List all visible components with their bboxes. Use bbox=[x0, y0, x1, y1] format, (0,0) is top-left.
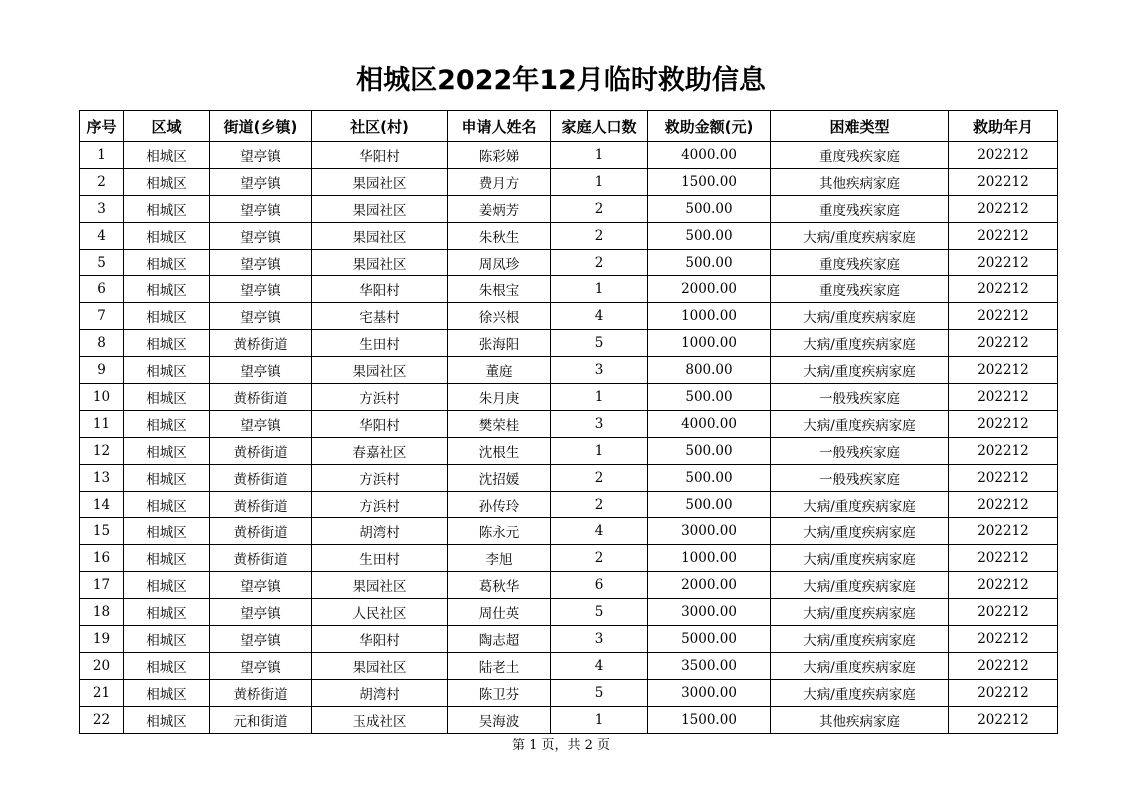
table-row bbox=[80, 599, 1058, 626]
region-cell: 相城区 bbox=[124, 142, 210, 169]
amount-cell: 500.00 bbox=[648, 195, 771, 222]
month-cell: 202212 bbox=[949, 357, 1058, 384]
table-row bbox=[80, 652, 1058, 679]
street-cell: 黄桥街道 bbox=[210, 437, 312, 464]
month-cell: 202212 bbox=[949, 142, 1058, 169]
table-row bbox=[80, 303, 1058, 330]
seq-cell: 11 bbox=[80, 410, 124, 437]
community-cell: 胡湾村 bbox=[312, 679, 448, 706]
difficulty-type-cell: 大病/重度疾病家庭 bbox=[771, 572, 949, 599]
region-header: 区域 bbox=[124, 111, 210, 142]
street-cell: 望亭镇 bbox=[210, 249, 312, 276]
difficulty-type-cell: 大病/重度疾病家庭 bbox=[771, 222, 949, 249]
difficulty-type-cell: 大病/重度疾病家庭 bbox=[771, 599, 949, 626]
community-cell: 华阳村 bbox=[312, 410, 448, 437]
street-cell: 望亭镇 bbox=[210, 410, 312, 437]
region-cell: 相城区 bbox=[124, 652, 210, 679]
community-cell: 人民社区 bbox=[312, 599, 448, 626]
household-size-cell: 2 bbox=[551, 464, 648, 491]
table-row bbox=[80, 491, 1058, 518]
community-cell: 果园社区 bbox=[312, 652, 448, 679]
month-header: 救助年月 bbox=[949, 111, 1058, 142]
region-cell: 相城区 bbox=[124, 437, 210, 464]
month-cell: 202212 bbox=[949, 706, 1058, 733]
community-cell: 宅基村 bbox=[312, 303, 448, 330]
household-size-cell: 1 bbox=[551, 168, 648, 195]
region-cell: 相城区 bbox=[124, 357, 210, 384]
amount-cell: 1000.00 bbox=[648, 545, 771, 572]
street-cell: 黄桥街道 bbox=[210, 330, 312, 357]
difficulty-type-cell: 重度残疾家庭 bbox=[771, 195, 949, 222]
difficulty-type-cell: 其他疾病家庭 bbox=[771, 168, 949, 195]
difficulty-type-cell: 大病/重度疾病家庭 bbox=[771, 330, 949, 357]
seq-cell: 17 bbox=[80, 572, 124, 599]
difficulty-type-cell: 其他疾病家庭 bbox=[771, 706, 949, 733]
difficulty-type-cell: 一般残疾家庭 bbox=[771, 384, 949, 411]
household-size-cell: 2 bbox=[551, 491, 648, 518]
community-cell: 胡湾村 bbox=[312, 518, 448, 545]
household-size-cell: 1 bbox=[551, 276, 648, 303]
region-cell: 相城区 bbox=[124, 276, 210, 303]
community-cell: 果园社区 bbox=[312, 357, 448, 384]
amount-header: 救助金额(元) bbox=[648, 111, 771, 142]
amount-cell: 800.00 bbox=[648, 357, 771, 384]
street-cell: 望亭镇 bbox=[210, 626, 312, 653]
region-cell: 相城区 bbox=[124, 384, 210, 411]
month-cell: 202212 bbox=[949, 491, 1058, 518]
community-cell: 果园社区 bbox=[312, 249, 448, 276]
month-cell: 202212 bbox=[949, 410, 1058, 437]
community-cell: 生田村 bbox=[312, 330, 448, 357]
region-cell: 相城区 bbox=[124, 330, 210, 357]
table-body bbox=[80, 142, 1058, 734]
table-row bbox=[80, 168, 1058, 195]
region-cell: 相城区 bbox=[124, 195, 210, 222]
page-footer: 第 1 页，共 2 页 bbox=[511, 738, 611, 753]
difficulty-type-cell: 重度残疾家庭 bbox=[771, 249, 949, 276]
region-cell: 相城区 bbox=[124, 222, 210, 249]
difficulty-type-cell: 重度残疾家庭 bbox=[771, 276, 949, 303]
community-cell: 果园社区 bbox=[312, 222, 448, 249]
difficulty-type-cell: 大病/重度疾病家庭 bbox=[771, 303, 949, 330]
street-cell: 望亭镇 bbox=[210, 168, 312, 195]
amount-cell: 1000.00 bbox=[648, 330, 771, 357]
applicant-cell: 陈永元 bbox=[448, 518, 551, 545]
difficulty-type-cell: 大病/重度疾病家庭 bbox=[771, 545, 949, 572]
month-cell: 202212 bbox=[949, 168, 1058, 195]
table-row bbox=[80, 545, 1058, 572]
table-row bbox=[80, 518, 1058, 545]
community-cell: 华阳村 bbox=[312, 142, 448, 169]
table-row bbox=[80, 626, 1058, 653]
street-cell: 望亭镇 bbox=[210, 276, 312, 303]
applicant-cell: 张海阳 bbox=[448, 330, 551, 357]
amount-cell: 500.00 bbox=[648, 222, 771, 249]
amount-cell: 500.00 bbox=[648, 437, 771, 464]
seq-cell: 5 bbox=[80, 249, 124, 276]
amount-cell: 1000.00 bbox=[648, 303, 771, 330]
community-cell: 果园社区 bbox=[312, 195, 448, 222]
table-row bbox=[80, 706, 1058, 733]
community-cell: 华阳村 bbox=[312, 626, 448, 653]
difficulty-type-header: 困难类型 bbox=[771, 111, 949, 142]
region-cell: 相城区 bbox=[124, 626, 210, 653]
applicant-cell: 陈彩娣 bbox=[448, 142, 551, 169]
community-cell: 方浜村 bbox=[312, 491, 448, 518]
amount-cell: 500.00 bbox=[648, 384, 771, 411]
region-cell: 相城区 bbox=[124, 410, 210, 437]
applicant-cell: 吴海波 bbox=[448, 706, 551, 733]
region-cell: 相城区 bbox=[124, 168, 210, 195]
seq-cell: 7 bbox=[80, 303, 124, 330]
seq-cell: 18 bbox=[80, 599, 124, 626]
amount-cell: 500.00 bbox=[648, 464, 771, 491]
amount-cell: 3000.00 bbox=[648, 599, 771, 626]
seq-cell: 16 bbox=[80, 545, 124, 572]
month-cell: 202212 bbox=[949, 518, 1058, 545]
seq-cell: 15 bbox=[80, 518, 124, 545]
community-cell: 方浜村 bbox=[312, 384, 448, 411]
month-cell: 202212 bbox=[949, 599, 1058, 626]
household-size-cell: 4 bbox=[551, 518, 648, 545]
seq-cell: 9 bbox=[80, 357, 124, 384]
month-cell: 202212 bbox=[949, 679, 1058, 706]
month-cell: 202212 bbox=[949, 195, 1058, 222]
amount-cell: 2000.00 bbox=[648, 276, 771, 303]
seq-cell: 12 bbox=[80, 437, 124, 464]
household-size-cell: 3 bbox=[551, 626, 648, 653]
month-cell: 202212 bbox=[949, 276, 1058, 303]
amount-cell: 3500.00 bbox=[648, 652, 771, 679]
street-cell: 望亭镇 bbox=[210, 652, 312, 679]
household-size-cell: 6 bbox=[551, 572, 648, 599]
street-header: 街道(乡镇) bbox=[210, 111, 312, 142]
household-size-cell: 2 bbox=[551, 249, 648, 276]
amount-cell: 2000.00 bbox=[648, 572, 771, 599]
month-cell: 202212 bbox=[949, 303, 1058, 330]
difficulty-type-cell: 大病/重度疾病家庭 bbox=[771, 410, 949, 437]
seq-cell: 3 bbox=[80, 195, 124, 222]
header-row bbox=[80, 111, 1058, 142]
amount-cell: 1500.00 bbox=[648, 706, 771, 733]
difficulty-type-cell: 大病/重度疾病家庭 bbox=[771, 518, 949, 545]
month-cell: 202212 bbox=[949, 652, 1058, 679]
street-cell: 黄桥街道 bbox=[210, 679, 312, 706]
table-row bbox=[80, 572, 1058, 599]
street-cell: 黄桥街道 bbox=[210, 491, 312, 518]
household-size-cell: 2 bbox=[551, 195, 648, 222]
month-cell: 202212 bbox=[949, 626, 1058, 653]
amount-cell: 500.00 bbox=[648, 249, 771, 276]
applicant-cell: 周仕英 bbox=[448, 599, 551, 626]
household-size-cell: 3 bbox=[551, 410, 648, 437]
month-cell: 202212 bbox=[949, 572, 1058, 599]
amount-cell: 5000.00 bbox=[648, 626, 771, 653]
seq-cell: 20 bbox=[80, 652, 124, 679]
month-cell: 202212 bbox=[949, 437, 1058, 464]
region-cell: 相城区 bbox=[124, 572, 210, 599]
applicant-cell: 陆老土 bbox=[448, 652, 551, 679]
amount-cell: 3000.00 bbox=[648, 518, 771, 545]
applicant-cell: 朱根宝 bbox=[448, 276, 551, 303]
street-cell: 望亭镇 bbox=[210, 572, 312, 599]
amount-cell: 500.00 bbox=[648, 491, 771, 518]
seq-cell: 6 bbox=[80, 276, 124, 303]
household-size-cell: 1 bbox=[551, 437, 648, 464]
difficulty-type-cell: 一般残疾家庭 bbox=[771, 464, 949, 491]
table-row bbox=[80, 142, 1058, 169]
applicant-cell: 朱月庚 bbox=[448, 384, 551, 411]
region-cell: 相城区 bbox=[124, 706, 210, 733]
street-cell: 望亭镇 bbox=[210, 599, 312, 626]
table-row bbox=[80, 276, 1058, 303]
seq-cell: 4 bbox=[80, 222, 124, 249]
seq-cell: 22 bbox=[80, 706, 124, 733]
street-cell: 望亭镇 bbox=[210, 195, 312, 222]
street-cell: 元和街道 bbox=[210, 706, 312, 733]
applicant-cell: 孙传玲 bbox=[448, 491, 551, 518]
table-row bbox=[80, 330, 1058, 357]
street-cell: 望亭镇 bbox=[210, 222, 312, 249]
table-row bbox=[80, 195, 1058, 222]
street-cell: 望亭镇 bbox=[210, 142, 312, 169]
street-cell: 黄桥街道 bbox=[210, 518, 312, 545]
region-cell: 相城区 bbox=[124, 599, 210, 626]
community-cell: 华阳村 bbox=[312, 276, 448, 303]
applicant-header: 申请人姓名 bbox=[448, 111, 551, 142]
street-cell: 望亭镇 bbox=[210, 303, 312, 330]
region-cell: 相城区 bbox=[124, 303, 210, 330]
relief-table bbox=[79, 110, 1058, 734]
seq-cell: 8 bbox=[80, 330, 124, 357]
household-size-cell: 4 bbox=[551, 303, 648, 330]
month-cell: 202212 bbox=[949, 464, 1058, 491]
month-cell: 202212 bbox=[949, 330, 1058, 357]
region-cell: 相城区 bbox=[124, 518, 210, 545]
household-size-cell: 5 bbox=[551, 330, 648, 357]
difficulty-type-cell: 大病/重度疾病家庭 bbox=[771, 626, 949, 653]
applicant-cell: 李旭 bbox=[448, 545, 551, 572]
table-row bbox=[80, 679, 1058, 706]
applicant-cell: 姜炳芳 bbox=[448, 195, 551, 222]
month-cell: 202212 bbox=[949, 384, 1058, 411]
seq-cell: 19 bbox=[80, 626, 124, 653]
applicant-cell: 沈根生 bbox=[448, 437, 551, 464]
household-size-cell: 2 bbox=[551, 545, 648, 572]
community-cell: 方浜村 bbox=[312, 464, 448, 491]
table-row bbox=[80, 464, 1058, 491]
difficulty-type-cell: 大病/重度疾病家庭 bbox=[771, 357, 949, 384]
month-cell: 202212 bbox=[949, 222, 1058, 249]
street-cell: 望亭镇 bbox=[210, 357, 312, 384]
applicant-cell: 费月方 bbox=[448, 168, 551, 195]
community-cell: 玉成社区 bbox=[312, 706, 448, 733]
applicant-cell: 徐兴根 bbox=[448, 303, 551, 330]
community-cell: 春嘉社区 bbox=[312, 437, 448, 464]
household-size-header: 家庭人口数 bbox=[551, 111, 648, 142]
applicant-cell: 董庭 bbox=[448, 357, 551, 384]
applicant-cell: 陶志超 bbox=[448, 626, 551, 653]
household-size-cell: 3 bbox=[551, 357, 648, 384]
seq-cell: 13 bbox=[80, 464, 124, 491]
household-size-cell: 5 bbox=[551, 599, 648, 626]
household-size-cell: 5 bbox=[551, 679, 648, 706]
seq-cell: 21 bbox=[80, 679, 124, 706]
table-header bbox=[80, 111, 1058, 142]
applicant-cell: 樊荣桂 bbox=[448, 410, 551, 437]
household-size-cell: 4 bbox=[551, 652, 648, 679]
month-cell: 202212 bbox=[949, 249, 1058, 276]
seq-cell: 10 bbox=[80, 384, 124, 411]
table-row bbox=[80, 410, 1058, 437]
seq-header: 序号 bbox=[80, 111, 124, 142]
community-cell: 生田村 bbox=[312, 545, 448, 572]
table-row bbox=[80, 437, 1058, 464]
month-cell: 202212 bbox=[949, 545, 1058, 572]
difficulty-type-cell: 大病/重度疾病家庭 bbox=[771, 679, 949, 706]
difficulty-type-cell: 一般残疾家庭 bbox=[771, 437, 949, 464]
region-cell: 相城区 bbox=[124, 679, 210, 706]
region-cell: 相城区 bbox=[124, 249, 210, 276]
applicant-cell: 周凤珍 bbox=[448, 249, 551, 276]
table-row bbox=[80, 384, 1058, 411]
community-cell: 果园社区 bbox=[312, 572, 448, 599]
street-cell: 黄桥街道 bbox=[210, 464, 312, 491]
applicant-cell: 朱秋生 bbox=[448, 222, 551, 249]
amount-cell: 4000.00 bbox=[648, 142, 771, 169]
table-row bbox=[80, 222, 1058, 249]
applicant-cell: 葛秋华 bbox=[448, 572, 551, 599]
table-row bbox=[80, 249, 1058, 276]
difficulty-type-cell: 大病/重度疾病家庭 bbox=[771, 652, 949, 679]
street-cell: 黄桥街道 bbox=[210, 545, 312, 572]
seq-cell: 2 bbox=[80, 168, 124, 195]
community-header: 社区(村) bbox=[312, 111, 448, 142]
region-cell: 相城区 bbox=[124, 491, 210, 518]
page-title: 相城区2022年12月临时救助信息 bbox=[356, 65, 766, 96]
seq-cell: 1 bbox=[80, 142, 124, 169]
community-cell: 果园社区 bbox=[312, 168, 448, 195]
difficulty-type-cell: 重度残疾家庭 bbox=[771, 142, 949, 169]
amount-cell: 3000.00 bbox=[648, 679, 771, 706]
region-cell: 相城区 bbox=[124, 545, 210, 572]
applicant-cell: 陈卫芬 bbox=[448, 679, 551, 706]
difficulty-type-cell: 大病/重度疾病家庭 bbox=[771, 491, 949, 518]
table-row bbox=[80, 357, 1058, 384]
amount-cell: 1500.00 bbox=[648, 168, 771, 195]
household-size-cell: 2 bbox=[551, 222, 648, 249]
household-size-cell: 1 bbox=[551, 706, 648, 733]
region-cell: 相城区 bbox=[124, 464, 210, 491]
seq-cell: 14 bbox=[80, 491, 124, 518]
applicant-cell: 沈招媛 bbox=[448, 464, 551, 491]
household-size-cell: 1 bbox=[551, 142, 648, 169]
street-cell: 黄桥街道 bbox=[210, 384, 312, 411]
household-size-cell: 1 bbox=[551, 384, 648, 411]
amount-cell: 4000.00 bbox=[648, 410, 771, 437]
